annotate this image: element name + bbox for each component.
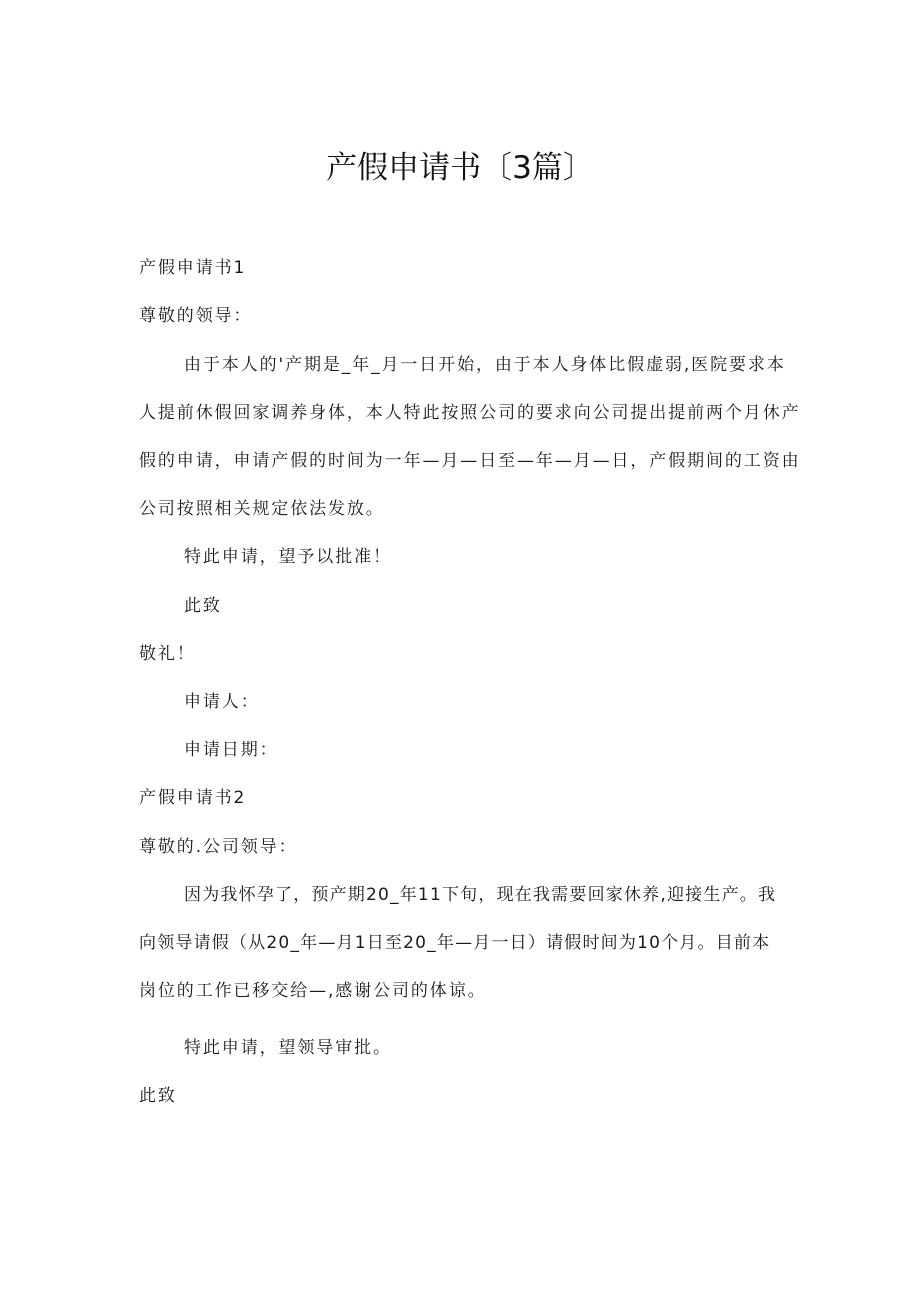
- body-line: 由于本人的'产期是_年_月一日开始，由于本人身体比假虚弱,医院要求本: [184, 355, 786, 375]
- body-line: 公司按照相关规定依法发放。: [139, 499, 385, 519]
- closing-cizhi-1: 此致: [184, 596, 222, 616]
- body-line: 因为我怀孕了，预产期20_年11下旬，现在我需要回家休养,迎接生产。我: [184, 885, 777, 905]
- closing-jingli-1: 敬礼！: [139, 644, 196, 664]
- section-heading-2: 产假申请书2: [139, 788, 247, 808]
- body-line: 人提前休假回家调养身体，本人特此按照公司的要求向公司提出提前两个月休产: [139, 403, 801, 423]
- section-heading-1: 产假申请书1: [139, 258, 247, 278]
- request-line-2: 特此申请，望领导审批。: [184, 1038, 392, 1058]
- application-date-label: 申请日期：: [184, 740, 279, 760]
- salutation-1: 尊敬的领导：: [139, 306, 253, 326]
- body-line: 向领导请假（从20_年—月1日至20_年—月一日）请假时间为10个月。目前本: [139, 933, 771, 953]
- closing-cizhi-2: 此致: [139, 1086, 177, 1106]
- request-line-1: 特此申请，望予以批准！: [184, 547, 392, 567]
- body-line: 岗位的工作已移交给—,感谢公司的体谅。: [139, 981, 487, 1001]
- body-line: 假的申请，申请产假的时间为一年—月—日至—年—月—日，产假期间的工资由: [139, 451, 801, 471]
- salutation-2: 尊敬的.公司领导：: [139, 837, 298, 857]
- document-title: 产假申请书〔3篇〕: [326, 150, 594, 186]
- applicant-label: 申请人：: [184, 692, 260, 712]
